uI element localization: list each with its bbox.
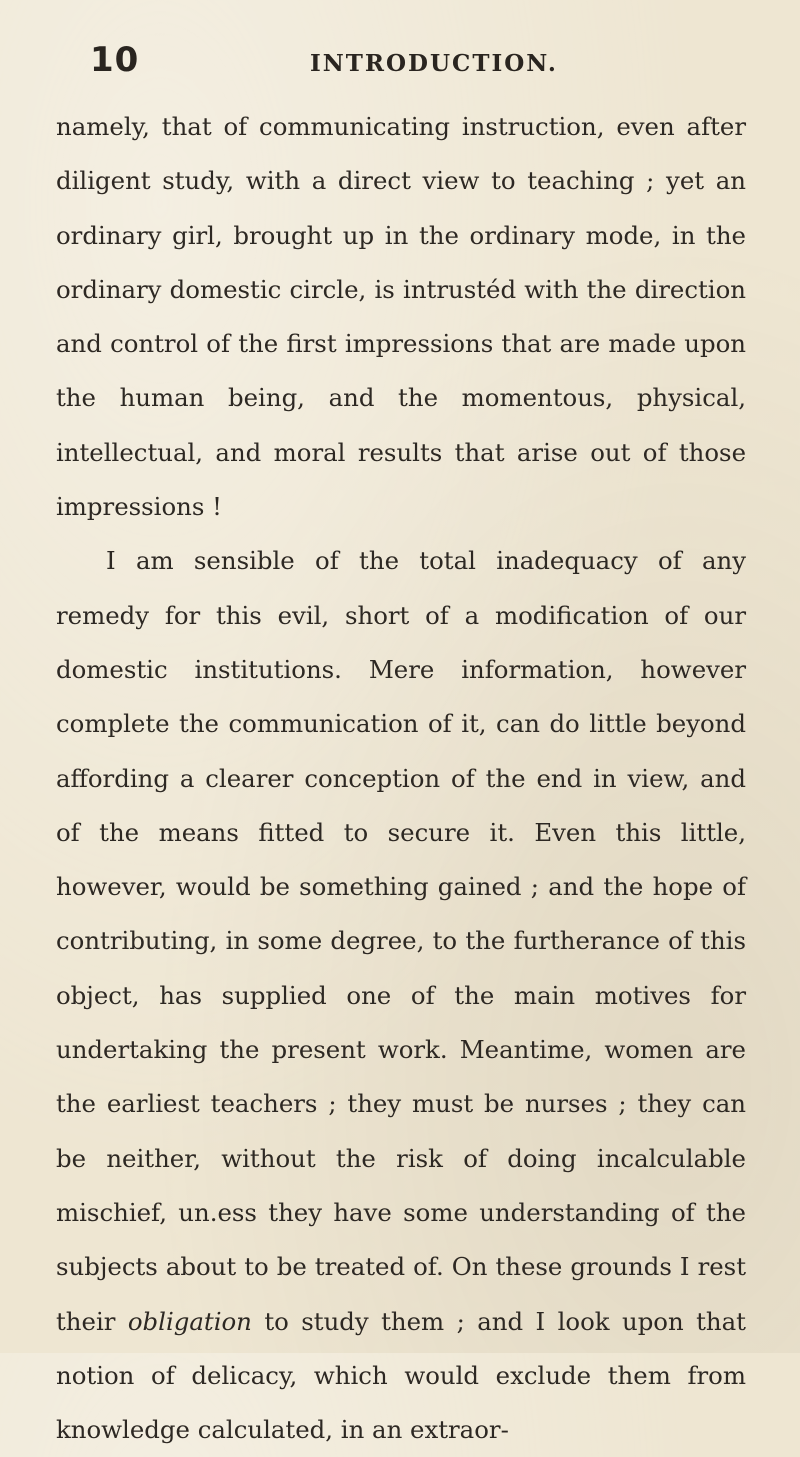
italic-word: obligation xyxy=(127,1306,252,1336)
running-title: INTRODUCTION. xyxy=(310,50,558,77)
paragraph-main xyxy=(56,534,746,1457)
paragraph-main-text-2: to study them ; and I look upon that notion of delicacy, which would exclude them from knowledge calculated, in an extraor- xyxy=(56,1306,746,1445)
body-text xyxy=(56,100,746,1457)
paragraph-continuation: namely, that of communicating instruction, even after diligent study, with a direct view to teaching ; yet an ordinary girl, brought up in the ordinary mode, in the ordinary domestic circle, is intrustéd with the direction and control of the first impressions that are made upon the human being, and the momentous, physical, intellectual, and moral results that arise out of those impressions ! xyxy=(56,112,746,522)
page-number: 10 xyxy=(90,40,140,80)
running-head xyxy=(90,40,760,80)
paragraph-main-text-1: I am sensible of the total inadequacy of any remedy for this evil, short of a modification of our domestic institutions. Mere information, however complete the communication of it, can do little beyond affording a clearer conception of the end in view, and of the means fitted to secure it. Even this little, however, would be something gained ; and the hope of contributing, in some degree, to the furtherance of this object, has supplied one of the main motives for undertaking the present work. Meantime, women are the earliest teachers ; they must be nurses ; they can be neither, without the risk of doing incalculable mischief, un.ess they have some understanding of the subjects about to be treated of. On these grounds I rest their xyxy=(56,546,746,1336)
